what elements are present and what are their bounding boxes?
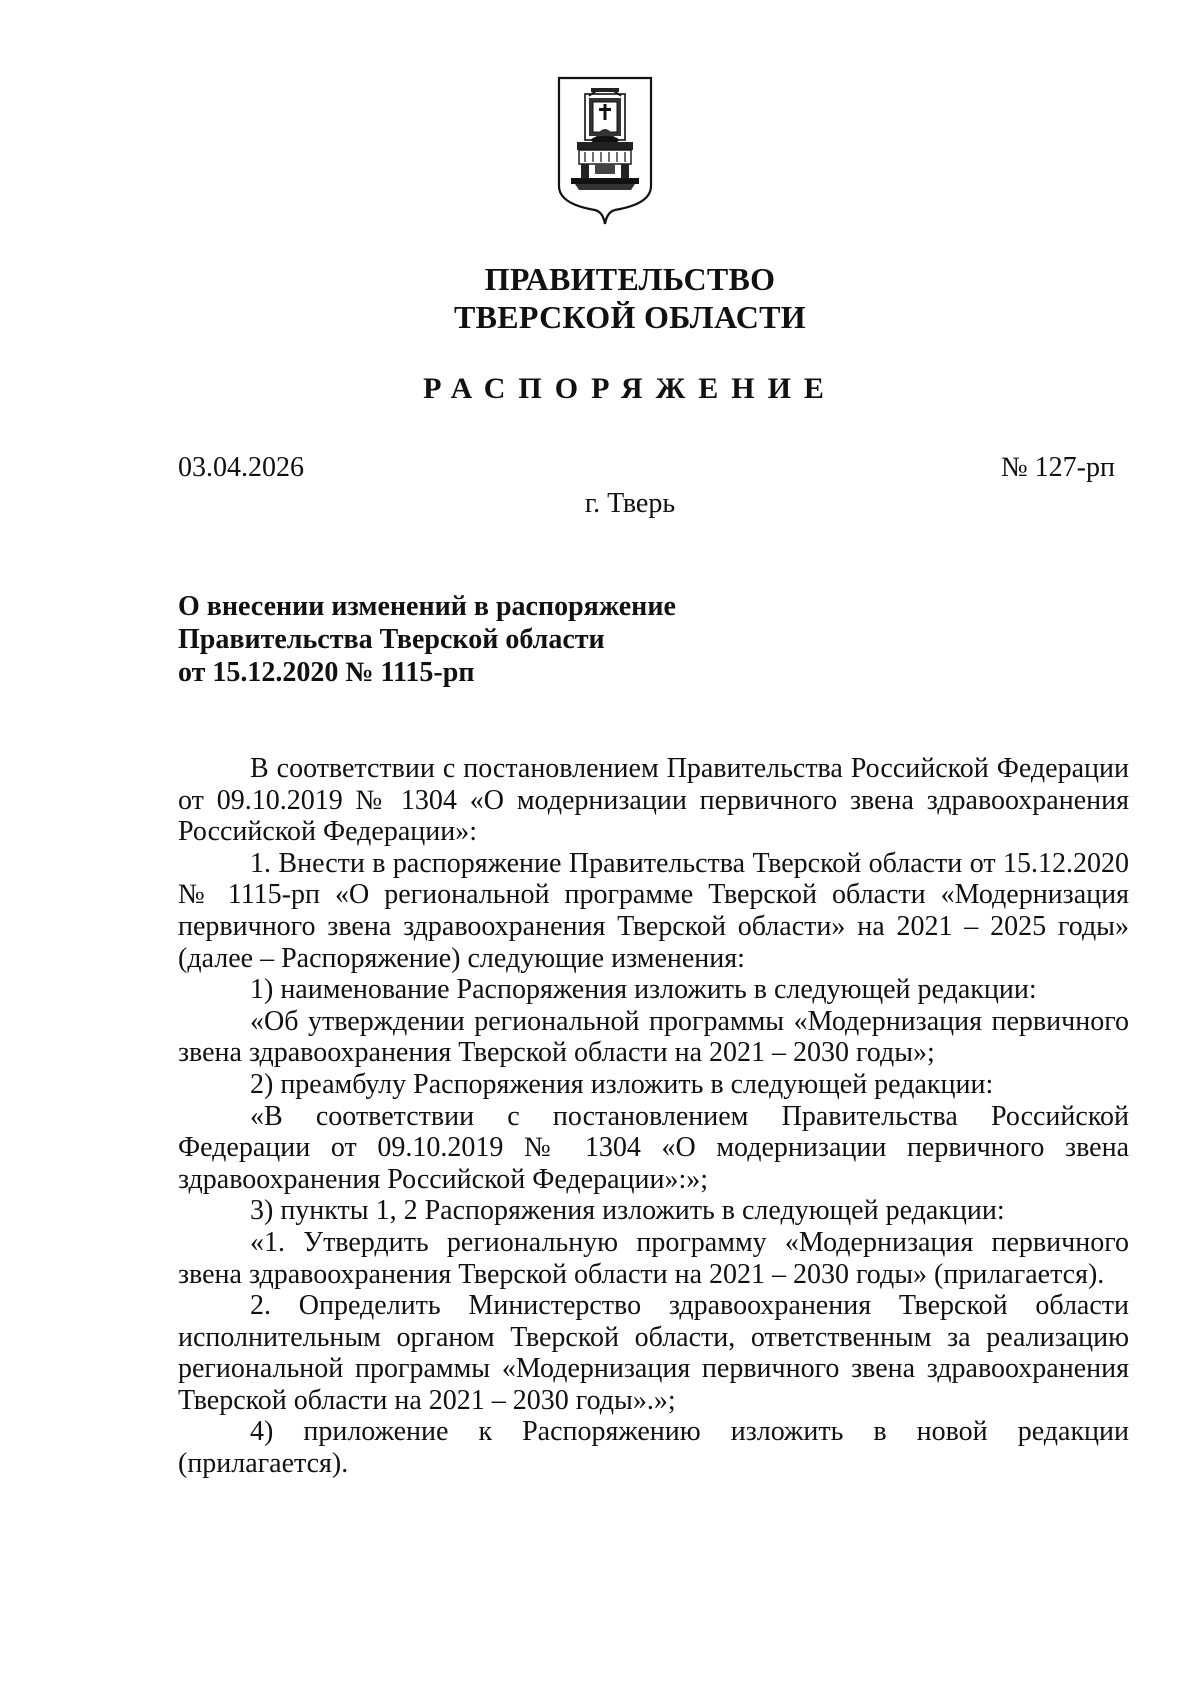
org-name-line2: ТВЕРСКОЙ ОБЛАСТИ	[453, 299, 807, 335]
document-type: РАСПОРЯЖЕНИЕ	[423, 372, 837, 405]
org-name-line1: ПРАВИТЕЛЬСТВО	[484, 261, 776, 297]
body-paragraph-item-1: 1. Внести в распоряжение Правительства Тверской области от 15.12.2020 № 1115-рп «О региональной программе Тверской области «Модернизация первичного звена здравоохранения Тверской области» на 2021 – 2025 годы» (далее – Распоряжение) следующие изменения:	[178, 847, 1129, 974]
document-city: г. Тверь	[584, 488, 676, 519]
document-subject	[178, 590, 676, 689]
body-paragraph-subitem-2: 2) преамбулу Распоряжения изложить в следующей редакции:	[250, 1068, 994, 1100]
subject-line-2: Правительства Тверской области	[178, 624, 605, 655]
body-paragraph-quote-1: «Об утверждении региональной программы «Модернизация первичного звена здравоохранения Тверской области на 2021 – 2030 годы»;	[178, 1005, 1129, 1069]
body-paragraph-quote-2: «В соответствии с постановлением Правительства Российской Федерации от 09.10.2019 № 1304 «О модернизации первичного звена здравоохранения Российской Федерации»:»;	[178, 1100, 1129, 1195]
government-title	[0, 260, 1200, 336]
body-paragraph-quote-4: 2. Определить Министерство здравоохранения Тверской области исполнительным органом Тверской области, ответственным за реализацию региональной программы «Модернизация первичного звена здравоохранения Тверской области на 2021 – 2030 годы».»;	[178, 1290, 1129, 1416]
document-number: № 127-рп	[1000, 452, 1115, 483]
body-paragraph-preamble: В соответствии с постановлением Правительства Российской Федерации от 09.10.2019 № 1304 «О модернизации первичного звена здравоохранения Российской Федерации»:	[178, 753, 1129, 848]
body-paragraph-subitem-4: 4) приложение к Распоряжению изложить в новой редакции (прилагается).	[178, 1416, 1129, 1480]
subject-line-3: от 15.12.2020 № 1115-рп	[178, 657, 475, 688]
subject-line-1: О внесении изменений в распоряжение	[178, 591, 676, 622]
document-date: 03.04.2026	[178, 452, 304, 483]
coat-of-arms-emblem	[555, 76, 655, 226]
body-paragraph-subitem-3: 3) пункты 1, 2 Распоряжения изложить в следующей редакции:	[250, 1195, 1005, 1227]
body-paragraph-quote-3: «1. Утвердить региональную программу «Модернизация первичного звена здравоохранения Тверской области на 2021 – 2030 годы» (прилагается).	[178, 1226, 1129, 1290]
body-paragraph-subitem-1: 1) наименование Распоряжения изложить в следующей редакции:	[250, 974, 1037, 1006]
document-body	[178, 753, 1129, 1480]
